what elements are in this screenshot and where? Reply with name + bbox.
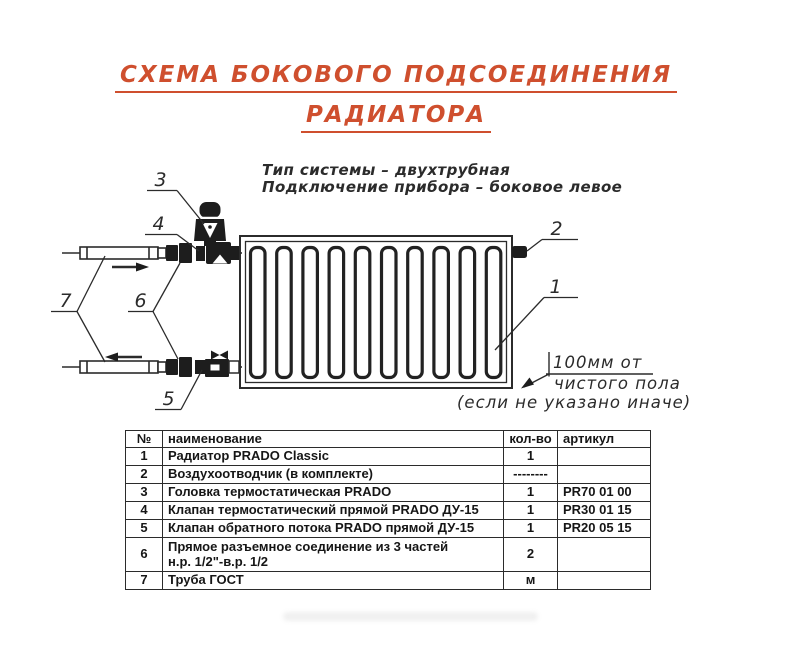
- callout-7: [51, 256, 105, 362]
- system-type-note: [262, 161, 622, 196]
- callout-2-label: 2: [550, 218, 564, 240]
- radiator-slot: [303, 248, 318, 378]
- scan-smudge: [283, 612, 538, 621]
- radiator-slot: [460, 248, 475, 378]
- cell-article: [558, 571, 651, 589]
- title-line-1: СХЕМА БОКОВОГО ПОДСОЕДИНЕНИЯ: [115, 62, 677, 93]
- cell-name-line-2: н.р. 1/2"-в.р. 1/2: [168, 554, 269, 570]
- supply-flow-arrow: [112, 263, 149, 272]
- header-qty: кол-во: [504, 431, 558, 448]
- return-pipe: [80, 361, 166, 373]
- table-row: [126, 465, 651, 483]
- cell-article: PR20 05 15: [558, 519, 651, 537]
- cell-name: Клапан обратного потока PRADO прямой ДУ-15: [163, 519, 504, 537]
- dimension-line-2: чистого пола: [554, 374, 681, 393]
- cell-num: 2: [126, 465, 163, 483]
- cell-article: [558, 447, 651, 465]
- radiator-slot: [486, 248, 501, 378]
- cell-num: 6: [126, 537, 163, 571]
- cell-name: Клапан термостатический прямой PRADO ДУ-15: [163, 501, 504, 519]
- callout-4-label: 4: [152, 213, 166, 235]
- leader-line: [153, 312, 178, 360]
- callout-5: [155, 370, 202, 410]
- thermostatic-head: [194, 202, 226, 246]
- radiator-slot: [355, 248, 370, 378]
- table-header-row: [126, 431, 651, 448]
- leader-line: [77, 256, 105, 312]
- cell-article: [558, 537, 651, 571]
- air-vent: [512, 246, 527, 258]
- radiator-slot: [408, 248, 423, 378]
- parts-table: [125, 430, 651, 590]
- cell-qty: 1: [504, 447, 558, 465]
- cell-article: PR70 01 00: [558, 483, 651, 501]
- header-num: №: [126, 431, 163, 448]
- table-row: [126, 483, 651, 501]
- table-row: [126, 519, 651, 537]
- leader-line: [77, 312, 105, 363]
- table-row: [126, 501, 651, 519]
- return-flow-arrow: [105, 353, 142, 362]
- cell-qty: 1: [504, 501, 558, 519]
- cell-qty: --------: [504, 465, 558, 483]
- dimension-line-3: (если не указано иначе): [457, 393, 692, 412]
- callout-6: [128, 263, 180, 359]
- callout-5-label: 5: [162, 388, 176, 410]
- supply-valve: [196, 242, 239, 264]
- dimension-arrowhead: [521, 378, 534, 389]
- leader-line: [153, 263, 180, 312]
- callout-7-label: 7: [59, 290, 73, 312]
- header-name: наименование: [163, 431, 504, 448]
- cell-num: 5: [126, 519, 163, 537]
- radiator-slot: [329, 248, 344, 378]
- system-line-2: Подключение прибора – боковое левое: [262, 178, 623, 196]
- cell-num: 1: [126, 447, 163, 465]
- supply-union: [166, 243, 192, 263]
- callout-2: [527, 218, 578, 251]
- cell-num: 7: [126, 571, 163, 589]
- radiator-slot: [277, 248, 292, 378]
- cell-name: Труба ГОСТ: [163, 571, 504, 589]
- header-article: артикул: [558, 431, 651, 448]
- table-row: [126, 571, 651, 589]
- cell-qty: м: [504, 571, 558, 589]
- callout-3-label: 3: [154, 169, 168, 191]
- dimension-line-1: 100мм от: [553, 353, 643, 372]
- return-union: [166, 357, 192, 377]
- cell-name: Радиатор PRADO Classic: [163, 447, 504, 465]
- radiator-body: [240, 236, 512, 388]
- table-row: [126, 447, 651, 465]
- return-assembly: [62, 351, 242, 378]
- callout-1-label: 1: [549, 276, 563, 298]
- table-row: [126, 537, 651, 571]
- cell-qty: 2: [504, 537, 558, 571]
- leader-line: [527, 240, 542, 252]
- cell-num: 3: [126, 483, 163, 501]
- cell-qty: 1: [504, 519, 558, 537]
- supply-pipe: [80, 247, 166, 259]
- radiator-slot: [382, 248, 397, 378]
- radiator-slot: [434, 248, 449, 378]
- cell-article: [558, 465, 651, 483]
- radiator-slot: [251, 248, 266, 378]
- title-line-2: РАДИАТОРА: [301, 102, 491, 133]
- return-valve: [195, 351, 239, 378]
- cell-num: 4: [126, 501, 163, 519]
- cell-name: Головка термостатическая PRADO: [163, 483, 504, 501]
- system-line-1: Тип системы – двухтрубная: [262, 161, 511, 179]
- callout-6-label: 6: [134, 290, 148, 312]
- cell-name: Воздухоотводчик (в комплекте): [163, 465, 504, 483]
- cell-name: [163, 537, 504, 571]
- cell-qty: 1: [504, 483, 558, 501]
- cell-article: PR30 01 15: [558, 501, 651, 519]
- cell-name-line-1: Прямое разъемное соединение из 3 частей: [168, 538, 449, 554]
